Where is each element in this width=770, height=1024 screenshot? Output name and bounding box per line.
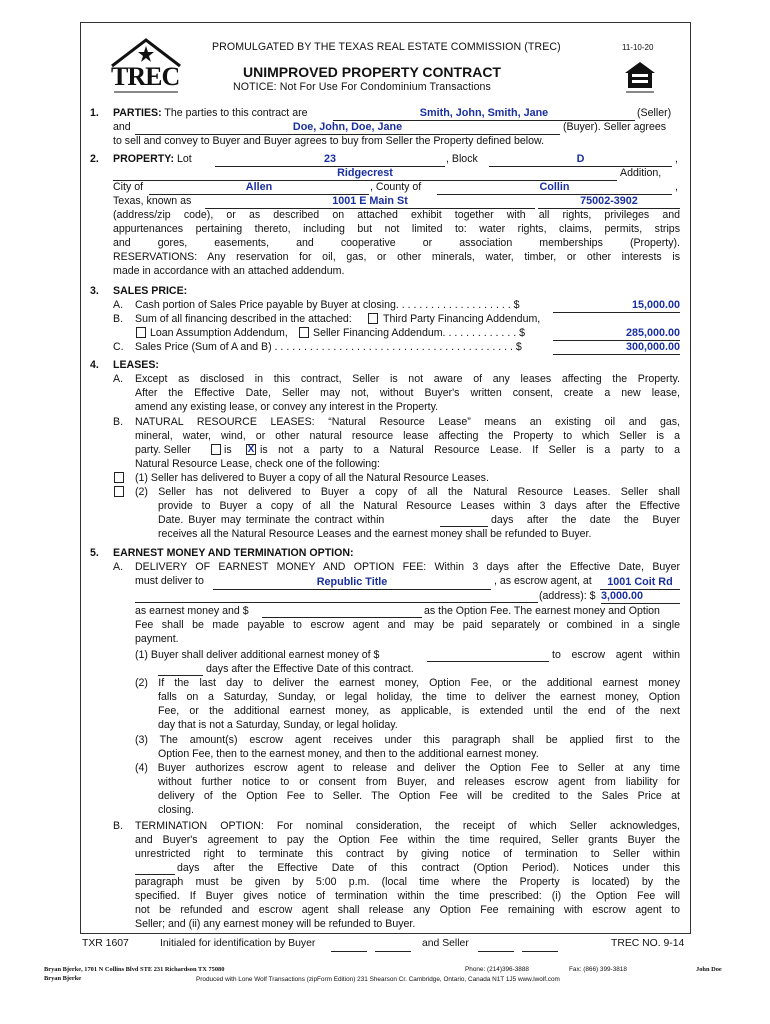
financing-text: Sum of all financing described in the attached: bbox=[135, 313, 352, 325]
item-letter: A. bbox=[113, 373, 124, 385]
comma: , bbox=[675, 181, 678, 193]
seller-tag: (Seller) bbox=[637, 107, 672, 119]
parties-text: The parties to this contract are bbox=[164, 107, 308, 119]
section-heading: PARTIES: bbox=[113, 107, 162, 119]
seller-financing-checkbox[interactable] bbox=[299, 327, 309, 338]
parties-line1 bbox=[113, 107, 308, 121]
property-desc-2: appurtenances pertaining thereto, including but not limited to: water rights, claims, permits, strips bbox=[113, 223, 680, 235]
county-label: , County of bbox=[370, 181, 422, 193]
trec-number: TREC NO. 9-14 bbox=[611, 938, 685, 949]
form-date: 11-10-20 bbox=[622, 43, 654, 52]
third-party-checkbox[interactable] bbox=[368, 313, 378, 324]
additional-earnest-field[interactable] bbox=[427, 649, 549, 662]
financing-field[interactable]: 285,000.00 bbox=[553, 327, 680, 341]
item-letter: A. bbox=[113, 561, 124, 573]
earnest-s4c: delivery of the Option Fee to Seller. The Option Fee will be credited to the Sales Price at bbox=[158, 790, 680, 802]
termination-days-field[interactable] bbox=[440, 514, 488, 527]
cash-portion-field[interactable]: 15,000.00 bbox=[553, 299, 680, 313]
option-1-text: (1) Seller has delivered to Buyer a copy of all the Natural Resource Leases. bbox=[135, 472, 489, 484]
leases-a-3: amend any existing lease, or convey any interest in the Property. bbox=[135, 401, 439, 413]
equal-housing-icon bbox=[622, 60, 658, 96]
section-heading: LEASES: bbox=[113, 359, 159, 371]
earnest-a-6: payment. bbox=[135, 633, 179, 645]
property-line1 bbox=[113, 153, 192, 167]
leases-b-3b: is bbox=[224, 444, 232, 456]
earnest-s2c: Fee, or the additional earnest money, as applicable, is extended until the end of the next bbox=[158, 705, 680, 717]
leases-b-4: Natural Resource Lease, check one of the following: bbox=[135, 458, 380, 470]
option-2-text-2: provide to Buyer a copy of all the Natural Resource Leases within 3 days after the Effective bbox=[158, 500, 680, 512]
comma: , bbox=[675, 153, 678, 165]
block-label: , Block bbox=[446, 153, 478, 165]
phone: Phone: (214)396-3888 bbox=[465, 966, 529, 973]
termination-1: TERMINATION OPTION: For nominal consideration, the receipt of which Seller acknowledges, bbox=[135, 820, 680, 832]
trec-logo bbox=[108, 36, 184, 98]
sales-price-field[interactable]: 300,000.00 bbox=[553, 341, 680, 355]
escrow-agent-field[interactable]: Republic Title bbox=[213, 576, 491, 590]
agent-line-1: Bryan Bjerke, 1701 N Collins Blvd STE 231 Richardson TX 75080 bbox=[44, 966, 225, 973]
page-title: UNIMPROVED PROPERTY CONTRACT bbox=[243, 64, 501, 80]
earnest-s1a: (1) Buyer shall deliver additional earnest money of $ bbox=[135, 649, 380, 661]
addition-label: Addition, bbox=[620, 167, 662, 179]
leases-b-3c: is not a party to a Natural Resource Lease. If Seller is a party to a bbox=[260, 444, 680, 456]
termination-5: paragraph must be given by 5:00 p.m. (local time where the Property is located) by the bbox=[135, 876, 680, 888]
client-name: John Doe bbox=[696, 966, 722, 973]
item-letter: B. bbox=[113, 416, 124, 428]
earnest-s1b: to escrow agent within bbox=[552, 649, 680, 661]
earnest-s2a: (2) If the last day to deliver the earnest money, Option Fee, or the additional earnest money bbox=[135, 677, 680, 689]
property-desc-3: and gores, easements, and cooperative or association memberships (Property). bbox=[113, 237, 680, 249]
option-2-text-4: receives all the Natural Resource Leases and the earnest money shall be refunded to Buyer. bbox=[158, 528, 592, 540]
agent-line-2: Bryan Bjerke bbox=[44, 975, 82, 982]
earnest-a-2b: , as escrow agent, at bbox=[494, 575, 592, 587]
earnest-s3a: (3) The amount(s) escrow agent receives under this paragraph shall be applied first to the bbox=[135, 734, 680, 746]
sales-price-text: Sales Price (Sum of A and B) . . . . . . . . . . . . . . . . . . . . . . . . . . . . . . . . . . . . . . . . . $ bbox=[135, 341, 522, 353]
parties-line3: to sell and convey to Buyer and Buyer agrees to buy from Seller the Property defined below. bbox=[113, 135, 545, 147]
promulgated-line: PROMULGATED BY THE TEXAS REAL ESTATE COMMISSION (TREC) bbox=[212, 41, 561, 53]
address-field[interactable]: 1001 E Main St bbox=[205, 195, 535, 209]
section-number: 1. bbox=[90, 107, 99, 119]
item-letter: B. bbox=[113, 820, 124, 832]
seller-initial-2[interactable] bbox=[522, 939, 558, 952]
option-2-text-3a: Date. Buyer may terminate the contract within bbox=[158, 514, 385, 526]
earnest-s1c: days after the Effective Date of this contract. bbox=[206, 663, 414, 675]
option-fee-field[interactable] bbox=[262, 605, 422, 618]
reservations-1: RESERVATIONS: Any reservation for oil, gas, or other minerals, water, timber, or other interests is bbox=[113, 251, 680, 263]
city-label: City of bbox=[113, 181, 144, 193]
form-number: TXR 1607 bbox=[82, 938, 129, 949]
termination-2: and Buyer's agreement to pay the Option Fee within the time required, Seller grants Buyer the bbox=[135, 834, 680, 846]
option-2-text-3b: days after the date the Buyer bbox=[491, 514, 680, 526]
earnest-s4d: closing. bbox=[158, 804, 194, 816]
escrow-address-field[interactable]: 1001 Coit Rd bbox=[600, 576, 680, 590]
option-2-checkbox[interactable] bbox=[114, 486, 124, 497]
logo-text: TREC bbox=[111, 62, 180, 91]
additional-earnest-days-field[interactable] bbox=[158, 663, 203, 676]
seller-name-field[interactable]: Smith, John, Smith, Jane bbox=[333, 107, 635, 121]
section-number: 3. bbox=[90, 285, 99, 297]
item-letter: B. bbox=[113, 313, 124, 325]
buyer-initial-2[interactable] bbox=[375, 939, 411, 952]
loan-assumption-label: Loan Assumption Addendum, bbox=[150, 327, 288, 339]
earnest-s2d: day that is not a Saturday, Sunday, or legal holiday. bbox=[158, 719, 398, 731]
termination-4: days after the Effective Date of this contract (Option Period). Notices under this bbox=[177, 862, 680, 874]
item-letter: A. bbox=[113, 299, 124, 311]
section-number: 2. bbox=[90, 153, 99, 165]
earnest-a-2a: must deliver to bbox=[135, 575, 204, 587]
property-desc-1: (address/zip code), or as described on attached exhibit together with all rights, privileges and bbox=[113, 209, 680, 221]
earnest-a-4b: as the Option Fee. The earnest money and Option bbox=[424, 605, 660, 617]
termination-8: Seller; and (ii) any earnest money will be refunded to Buyer. bbox=[135, 918, 416, 930]
county-field[interactable]: Collin bbox=[437, 181, 672, 195]
buyer-initial-1[interactable] bbox=[331, 939, 367, 952]
seller-is-not-party-checkbox[interactable]: X bbox=[247, 444, 255, 455]
leases-b-2: mineral, water, wind, or other natural resource lease affecting the Property to which Seller is a bbox=[135, 430, 680, 442]
section-heading: PROPERTY: bbox=[113, 153, 175, 165]
earnest-amount-field[interactable]: 3,000.00 bbox=[601, 590, 680, 604]
earnest-s3b: Option Fee, then to the earnest money, and then to the additional earnest money. bbox=[158, 748, 539, 760]
option-1-checkbox[interactable] bbox=[114, 472, 124, 483]
notice: NOTICE: Not For Use For Condominium Transactions bbox=[233, 81, 491, 93]
zip-field[interactable]: 75002-3902 bbox=[538, 195, 680, 209]
escrow-address-line-2[interactable] bbox=[135, 590, 538, 603]
reservations-2: made in accordance with an attached addendum. bbox=[113, 265, 345, 277]
section-number: 4. bbox=[90, 359, 99, 371]
city-field[interactable]: Allen bbox=[149, 181, 369, 195]
termination-7: not be refunded and escrow agent shall release any Option Fee remaining with escrow agent to bbox=[135, 904, 680, 916]
loan-assumption-checkbox[interactable] bbox=[136, 327, 146, 338]
addition-field[interactable]: Ridgecrest bbox=[113, 167, 617, 181]
earnest-a-3a: (address): $ bbox=[539, 590, 596, 602]
earnest-s4b: without further notice to or consent from Buyer, and releases escrow agent from liability for bbox=[158, 776, 680, 788]
section-number: 5. bbox=[90, 547, 99, 559]
seller-is-party-checkbox[interactable] bbox=[211, 444, 221, 455]
fax: Fax: (866) 399-3818 bbox=[569, 966, 627, 973]
and-seller-label: and Seller bbox=[422, 938, 469, 949]
lot-field[interactable]: 23 bbox=[215, 153, 445, 167]
known-as-label: Texas, known as bbox=[113, 195, 192, 207]
leases-a-1: Except as disclosed in this contract, Seller is not aware of any leases affecting the Property. bbox=[135, 373, 680, 385]
initialed-buyer-label: Initialed for identification by Buyer bbox=[160, 938, 316, 949]
earnest-s2b: falls on a Saturday, Sunday, or legal holiday, the time to deliver the earnest money, Option bbox=[158, 691, 680, 703]
option-period-days-field[interactable] bbox=[135, 862, 175, 875]
leases-b-1: NATURAL RESOURCE LEASES: “Natural Resource Lease” means an existing oil and gas, bbox=[135, 416, 680, 428]
section-heading: EARNEST MONEY AND TERMINATION OPTION: bbox=[113, 547, 354, 559]
block-field[interactable]: D bbox=[489, 153, 672, 167]
produced-with: Produced with Lone Wolf Transactions (zipForm Edition) 231 Shearson Cr. Cambridge, Ontario, Canada N1T 1J5 www.lwolf.com bbox=[196, 976, 560, 983]
lot-label: Lot bbox=[176, 153, 192, 165]
buyer-tag: (Buyer). Seller agrees bbox=[563, 121, 667, 133]
earnest-s4a: (4) Buyer authorizes escrow agent to release and deliver the Option Fee to Seller at any time bbox=[135, 762, 680, 774]
third-party-label: Third Party Financing Addendum, bbox=[383, 313, 541, 325]
section-heading: SALES PRICE: bbox=[113, 285, 188, 297]
earnest-a-1: DELIVERY OF EARNEST MONEY AND OPTION FEE: Within 3 days after the Effective Date, Buyer bbox=[135, 561, 680, 573]
buyer-name-field[interactable]: Doe, John, Doe, Jane bbox=[135, 121, 560, 135]
termination-6: specified. If Buyer gives notice of termination within the time prescribed: (i) the Option Fee will bbox=[135, 890, 680, 902]
earnest-a-5: Fee shall be made payable to escrow agent and may be paid separately or combined in a single bbox=[135, 619, 680, 631]
seller-initial-1[interactable] bbox=[478, 939, 514, 952]
cash-portion-text: Cash portion of Sales Price payable by Buyer at closing. . . . . . . . . . . . . . . . . . . . $ bbox=[135, 299, 520, 311]
option-2-text-1: (2) Seller has not delivered to Buyer a copy of all the Natural Resource Leases. Seller shall bbox=[135, 486, 680, 498]
earnest-a-4a: as earnest money and $ bbox=[135, 605, 249, 617]
and-label: and bbox=[113, 121, 131, 133]
leases-b-3a: party. Seller bbox=[135, 444, 191, 456]
leases-a-2: After the Effective Date, Seller may not, without Buyer's written consent, create a new lease, bbox=[135, 387, 680, 399]
item-letter: C. bbox=[113, 341, 124, 353]
seller-financing-label: Seller Financing Addendum. . . . . . . . . . . . . $ bbox=[313, 327, 525, 339]
termination-3: unrestricted right to terminate this contract by giving notice of termination to Seller within bbox=[135, 848, 680, 860]
